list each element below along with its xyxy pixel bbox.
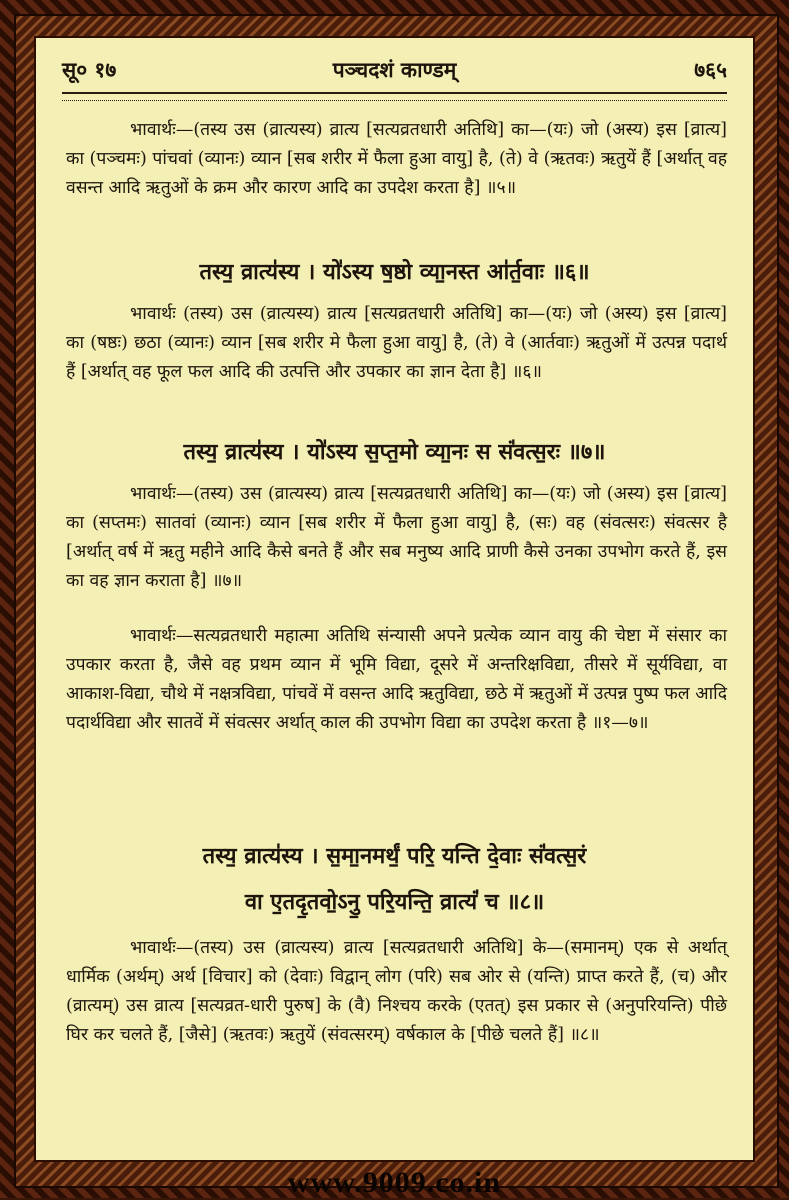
page-number: ७६५: [694, 57, 727, 82]
commentary-5: [66, 116, 727, 203]
commentary-text: भावार्थः—(तस्य उस (व्रात्यस्य) व्रात्य [सत्यव्रतधारी अतिथि] का—(यः) जो (अस्य) इस [व्रात्य] का (पञ्चमः) पांचवां (व्यानः) व्यान [सब शरीर में फैला हुआ वायु] है, (ते) वे (ऋतवः) ऋतुयें हैं [अर्थात् वह वसन्त आदि ऋतुओं के क्रम और कारण आदि का उपदेश करता है] ॥५॥: [66, 120, 727, 198]
commentary-8: [66, 934, 727, 1050]
book-page: [34, 36, 755, 1162]
commentary-text: भावार्थः (तस्य) उस (व्रात्यस्य) व्रात्य [सत्यव्रतधारी अतिथि] का—(यः) जो (अस्य) इस [व्रात्य] का (षष्ठः) छठा (व्यानः) व्यान [सब शरीर मे फैला हुआ वायु] है, (ते) वे (आर्तवाः) ऋतुओं में उत्पन्न पदार्थ हैं [अर्थात् वह फूल फल आदि की उत्पत्ति और उपकार का ज्ञान देता है] ॥६॥: [66, 304, 727, 382]
mantra-6: तस्य॒ व्रात्य॑स्य । यो॑ऽस्य ष॒ष्ठो व्या॒नस्त आ॑र्त॒वाः ॥६॥: [199, 259, 590, 285]
mantra-8-line1: तस्य॒ व्रात्य॑स्य । स॒मा॒नमर्थं॒ परि॒ यन्ति दे॒वाः सं॑वत्स॒रं: [202, 843, 587, 869]
header-rule: [62, 92, 727, 101]
commentary-text: भावार्थः—(तस्य) उस (व्रात्यस्य) व्रात्य [सत्यव्रतधारी अतिथि] के—(समानम्) एक से अर्थात् धार्मिक (अर्थम्) अर्थ [विचार] को (देवाः) विद्वान् लोग (परि) सब ओर से (यन्ति) प्राप्त करते हैं, (च) और (व्रात्यम्) उस व्रात्य [सत्यव्रत-धारी पुरुष] के (वै) निश्चय करके (एतत्) इस प्रकार से (अनुपरियन्ति) पीछे घिर कर चलते हैं, [जैसे] (ऋतवः) ऋतुयें (संवत्सरम्) वर्षकाल के [पीछे चलते हैं] ॥८॥: [66, 938, 727, 1045]
watermark-url: www.9009.co.in: [287, 1166, 502, 1199]
commentary-summary: [66, 622, 727, 738]
commentary-7: [66, 480, 727, 596]
commentary-text: भावार्थः—(तस्य) उस (व्रात्यस्य) व्रात्य [सत्यव्रतधारी अतिथि] का—(यः) जो (अस्य) इस [व्रात्य] का (सप्तमः) सातवां (व्यानः) व्यान [सब शरीर में फैला हुआ वायु] है, (सः) वह (संवत्सरः) संवत्सर है [अर्थात् वर्ष में ऋतु महीने आदि कैसे बनते हैं और सब मनुष्य आदि प्राणी कैसे उनका उपभोग करते हैं, इस का वह ज्ञान कराता है] ॥७॥: [66, 484, 727, 591]
commentary-text: भावार्थः—सत्यव्रतधारी महात्मा अतिथि संन्यासी अपने प्रत्येक व्यान वायु की चेष्टा में संसार का उपकार करता है, जैसे वह प्रथम व्यान में भूमि विद्या, दूसरे में अन्तरिक्षविद्या, तीसरे में सूर्यविद्या, वा आकाश-विद्या, चौथे में नक्षत्रविद्या, पांचवें में वसन्त आदि ऋतुविद्या, छठे में ऋतुओं में उत्पन्न पुष्प फल आदि पदार्थविद्या और सातवें में संवत्सर अर्थात् काल की उपभोग विद्या का उपदेश करता है ॥१—७॥: [66, 626, 727, 733]
page-header: [56, 56, 733, 86]
mantra-7: तस्य॒ व्रात्य॑स्य । यो॑ऽस्य स॒प्त॒मो व्या॒नः स सं॑वत्स॒रः ॥७॥: [183, 439, 606, 465]
mantra-8-line2: वा ए॒तदृ॒तवो॒ऽनु॒ परि॒यन्ति॒ व्रात्यं॑ च ॥८॥: [244, 889, 545, 915]
commentary-6: [66, 300, 727, 387]
sutra-number: सू० १७: [62, 57, 117, 82]
kanda-title: पञ्चदशं काण्डम्: [332, 57, 457, 82]
